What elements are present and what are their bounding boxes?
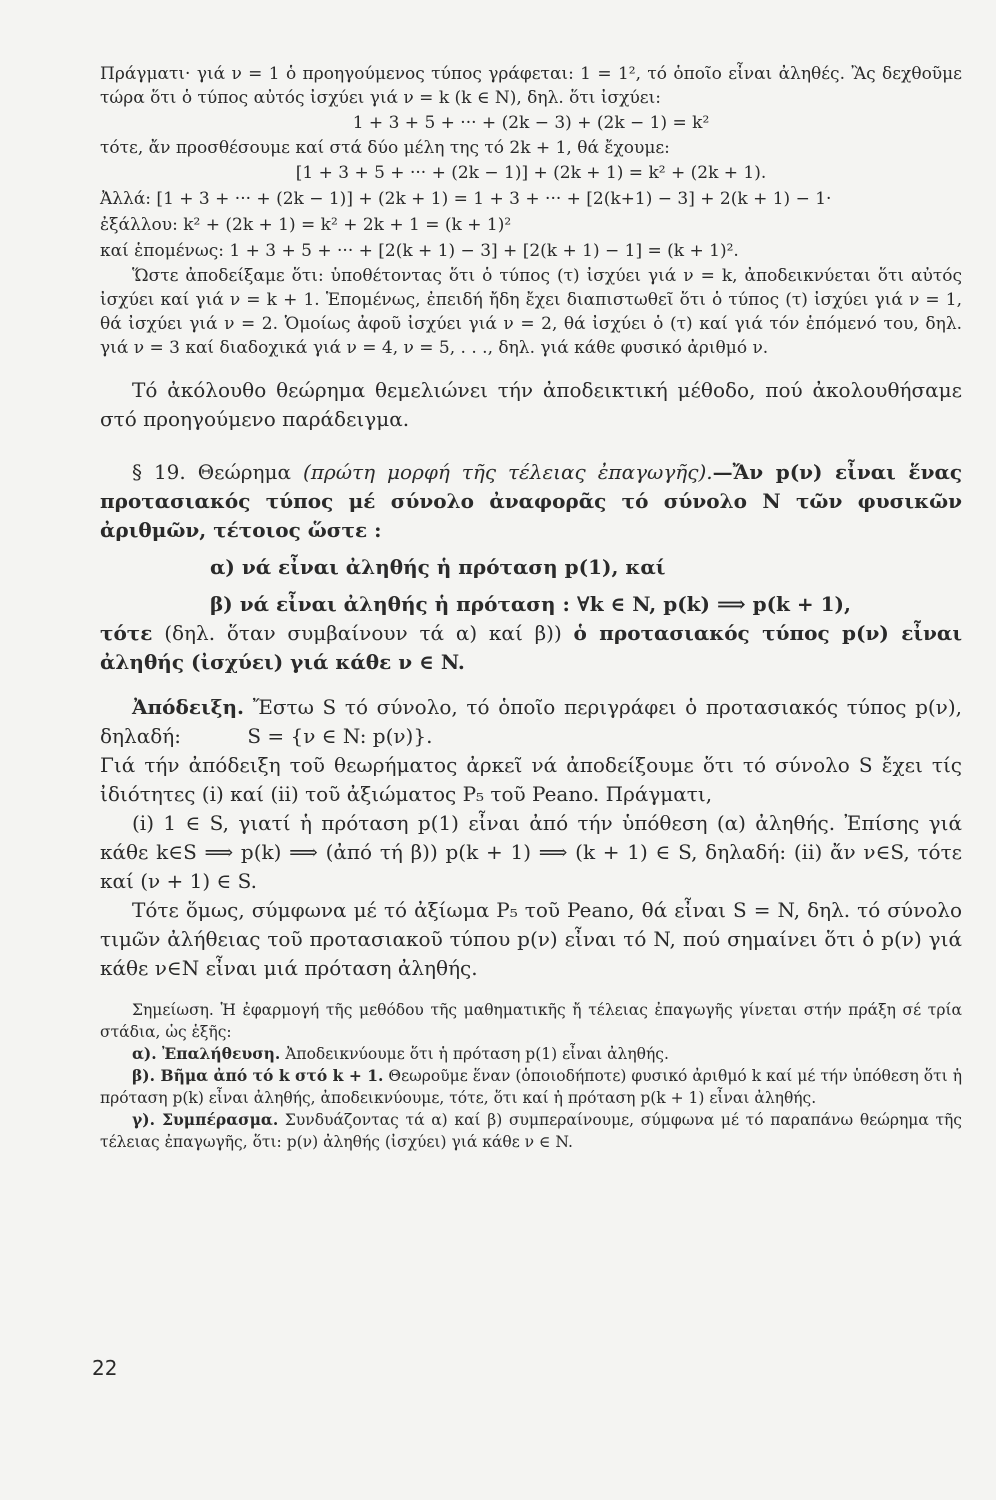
paragraph-add-term: τότε, ἄν προσθέσουμε καί στά δύο μέλη της τό 2k + 1, θά ἔχουμε:: [100, 138, 670, 158]
proof-intro: [100, 693, 962, 751]
equation-sum-plus: [1 + 3 + 5 + ··· + (2k − 1)] + (2k + 1) = k² + (2k + 1).: [295, 163, 767, 183]
theorem-subtitle: (πρώτη μορφή τῆς τέλειας ἐπαγωγῆς).: [303, 460, 713, 484]
theorem-conclusion: [100, 619, 962, 677]
proof-label: Ἀπόδειξη.: [132, 695, 245, 719]
note-step-b: [100, 1065, 962, 1109]
page-content: [100, 62, 962, 1153]
page-number: 22: [92, 1356, 118, 1380]
theorem-number: § 19.: [132, 460, 186, 484]
note-step-a-text: Ἀποδεικνύουμε ὅτι ἡ πρόταση p(1) εἶναι ἀληθής.: [280, 1045, 669, 1063]
paragraph-intro: Τό ἀκόλουθο θεώρημα θεμελιώνει τήν ἀποδεικτική μέθοδο, πού ἀκολουθήσαμε στό προηγούμενο παράδειγμα.: [100, 378, 962, 431]
proof-paragraph-4: Τότε ὅμως, σύμφωνα μέ τό ἀξίωμα P₅ τοῦ Peano, θά εἶναι S = N, δηλ. τό σύνολο τιμῶν ἀλήθειας τοῦ προτασιακοῦ τύπου p(ν) εἶναι τό N, πού σημαίνει ὅτι ὁ p(ν) γιά κάθε ν∈N εἶναι μιά πρόταση ἀληθής.: [100, 898, 962, 980]
note-step-b-text: Θεωροῦμε ἕναν (ὁποιοδήποτε) φυσικό ἀριθμό k καί μέ τήν ὑπόθεση ὅτι ἡ πρόταση p(k) εἶναι ἀληθής, ἀποδεικνύουμε, τότε, ὅτι καί ἡ πρόταση p(k + 1) εἶναι ἀληθής.: [100, 1067, 962, 1107]
theorem-condition-b: β) νά εἶναι ἀληθής ἡ πρόταση : ∀k ∈ N, p(k) ⟹ p(k + 1),: [210, 592, 851, 616]
note-step-b-label: β). Βῆμα ἀπό τό k στό k + 1.: [132, 1066, 384, 1085]
note-text: Ἡ ἐφαρμογή τῆς μεθόδου τῆς μαθηματικῆς ἤ τέλειας ἐπαγωγῆς γίνεται στήν πράξη σέ τρία στάδια, ὡς ἑξῆς:: [100, 1001, 962, 1041]
note-step-a-label: α). Ἐπαλήθευση.: [132, 1044, 281, 1063]
note-label: Σημείωση.: [132, 1001, 214, 1019]
proof-paragraph-2: Γιά τήν ἀπόδειξη τοῦ θεωρήματος ἀρκεῖ νά ἀποδείξουμε ὅτι τό σύνολο S ἔχει τίς ἰδιότητες (i) καί (ii) τοῦ ἀξιώματος P₅ τοῦ Peano. Πράγματι,: [100, 753, 962, 806]
note-step-a: [100, 1043, 962, 1065]
note-paragraph: [100, 999, 962, 1043]
theorem-result: ὁ προτασιακός τύπος p(ν) εἶναι ἀληθής (ἰσχύει) γιά κάθε ν ∈ N.: [100, 621, 962, 674]
note-step-c-label: γ). Συμπέρασμα.: [132, 1110, 279, 1129]
note-step-c: [100, 1109, 962, 1153]
theorem-then: τότε: [100, 621, 153, 645]
equation-therefore: καί ἑπομένως: 1 + 3 + 5 + ··· + [2(k + 1) − 3] + [2(k + 1) − 1] = (k + 1)².: [100, 241, 739, 261]
theorem-when: (δηλ. ὅταν συμβαίνουν τά α) καί β)): [152, 621, 574, 645]
proof-text: Ἔστω S τό σύνολο, τό ὁποῖο περιγράφει ὁ προτασιακός τύπος p(ν), δηλαδή:: [100, 695, 962, 748]
theorem-title: Θεώρημα: [197, 460, 292, 484]
proof-paragraph-3: (i) 1 ∈ S, γιατί ἡ πρόταση p(1) εἶναι ἀπό τήν ὑπόθεση (α) ἀληθής. Ἐπίσης γιά κάθε k∈S ⟹ p(k) ⟹ (ἀπό τή β)) p(k + 1) ⟹ (k + 1) ∈ S, δηλαδή: (ii) ἄν ν∈S, τότε καί (ν + 1) ∈ S.: [100, 811, 962, 893]
theorem-hypothesis: —Ἄν p(ν) εἶναι ἕνας προτασιακός τύπος μέ σύνολο ἀναφορᾶς τό σύνολο N τῶν φυσικῶν ἀριθμῶν, τέτοιος ὥστε :: [100, 460, 963, 542]
theorem-statement: [100, 458, 962, 545]
equation-but: Ἀλλά: [1 + 3 + ··· + (2k − 1)] + (2k + 1) = 1 + 3 + ··· + [2(k+1) − 3] + 2(k + 1) − 1·: [100, 189, 832, 209]
proof-set: S = {ν ∈ N: p(ν)}.: [247, 724, 433, 748]
note-step-c-text: Συνδυάζοντας τά α) καί β) συμπεραίνουμε, σύμφωνα μέ τό παραπάνω θεώρημα τῆς τέλειας ἐπαγωγῆς, ὅτι: p(ν) ἀληθής (ἰσχύει) γιά κάθε ν ∈ N.: [100, 1111, 962, 1151]
paragraph-conclusion: Ὥστε ἀποδείξαμε ὅτι: ὑποθέτοντας ὅτι ὁ τύπος (τ) ἰσχύει γιά ν = k, ἀποδεικνύεται ὅτι αὐτός ἰσχύει καί γιά ν = k + 1. Ἑπομένως, ἐπειδή ἤδη ἔχει διαπιστωθεῖ ὅτι ὁ τύπος (τ) ἰσχύει γιά ν = 1, θά ἰσχύει γιά ν = 2. Ὁμοίως ἀφοῦ ἰσχύει γιά ν = 2, θά ἰσχύει ὁ (τ) καί γιά τόν ἑπόμενό του, δηλ. γιά ν = 3 καί διαδοχικά γιά ν = 4, ν = 5, . . ., δηλ. γιά κάθε φυσικό ἀριθμό ν.: [100, 266, 962, 358]
equation-moreover: ἐξάλλου: k² + (2k + 1) = k² + 2k + 1 = (k + 1)²: [100, 215, 512, 235]
equation-sum-k: 1 + 3 + 5 + ··· + (2k − 3) + (2k − 1) = k²: [352, 113, 710, 133]
paragraph-verification: Πράγματι· γιά ν = 1 ὁ προηγούμενος τύπος γράφεται: 1 = 1², τό ὁποῖο εἶναι ἀληθές. Ἂς δεχθοῦμε τώρα ὅτι ὁ τύπος αὐτός ἰσχύει γιά ν = k (k ∈ N), δηλ. ὅτι ἰσχύει:: [100, 64, 962, 108]
theorem-condition-a: α) νά εἶναι ἀληθής ἡ πρόταση p(1), καί: [210, 555, 666, 579]
